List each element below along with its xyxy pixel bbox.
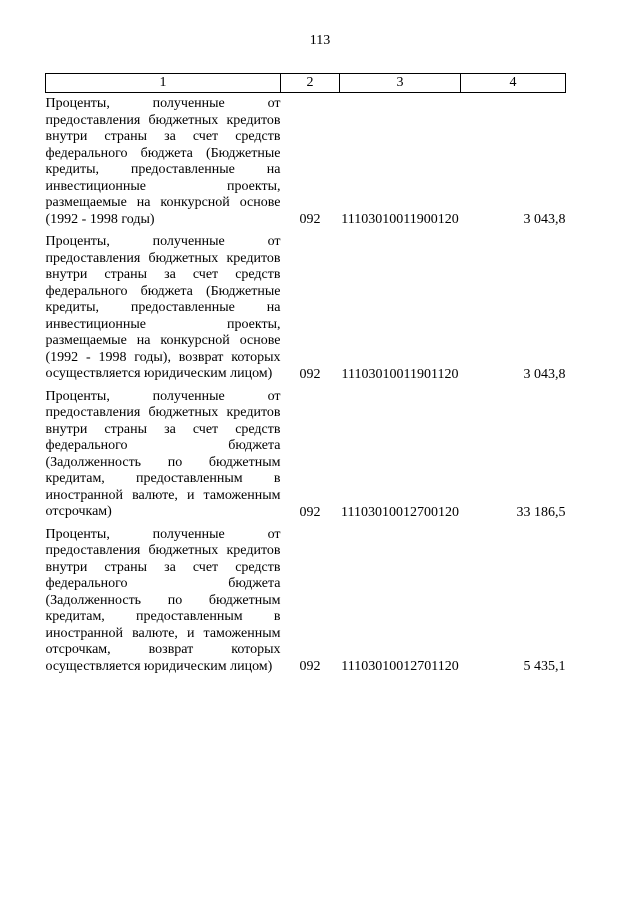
header-col-2: 2 [281,74,340,93]
header-col-3: 3 [340,74,461,93]
table-body [46,93,566,676]
budget-table [45,73,566,675]
table-row [46,228,566,383]
table-header [46,74,566,93]
row-amount: 5 435,1 [523,659,566,674]
table-row [46,383,566,521]
table-row [46,93,566,229]
row-kbk: 11103010011901120 [341,366,459,382]
row-admin-code: 092 [299,659,321,674]
row-kbk: 11103010012700120 [341,504,459,520]
row-description: Проценты, полученные от предоставления бюджетных кредитов внутри страны за счет средств федерального бюджета (Задолженность по бюджетным кредитам, предоставленным в иностранной валюте, и таможенным отсрочкам) [45,388,281,519]
header-col-4: 4 [461,74,566,93]
header-col-1: 1 [46,74,281,93]
row-amount: 3 043,8 [523,212,566,227]
row-description: Проценты, полученные от предоставления бюджетных кредитов внутри страны за счет средств федерального бюджета (Бюджетные кредиты, предоставленные на инвестиционные проекты, размещаемые на конкурсной основе (1992 - 1998 годы) [45,96,281,227]
header-row [46,74,566,93]
row-admin-code: 092 [299,504,321,520]
row-admin-code: 092 [299,212,321,227]
row-amount: 33 186,5 [516,504,566,520]
row-description: Проценты, полученные от предоставления бюджетных кредитов внутри страны за счет средств федерального бюджета (Задолженность по бюджетным кредитам, предоставленным в иностранной валюте, и таможенным отсрочкам, возврат которых осуществляется юридическим лицом) [45,526,281,674]
row-kbk: 11103010011900120 [341,212,459,227]
table-row [46,521,566,676]
row-admin-code: 092 [299,366,321,382]
row-kbk: 11103010012701120 [341,659,459,674]
page-number: 113 [309,33,331,48]
row-amount: 3 043,8 [523,366,566,382]
row-description: Проценты, полученные от предоставления бюджетных кредитов внутри страны за счет средств федерального бюджета (Бюджетные кредиты, предоставленные на инвестиционные проекты, размещаемые на конкурсной основе (1992 - 1998 годы), возврат которых осуществляется юридическим лицом) [45,234,281,381]
